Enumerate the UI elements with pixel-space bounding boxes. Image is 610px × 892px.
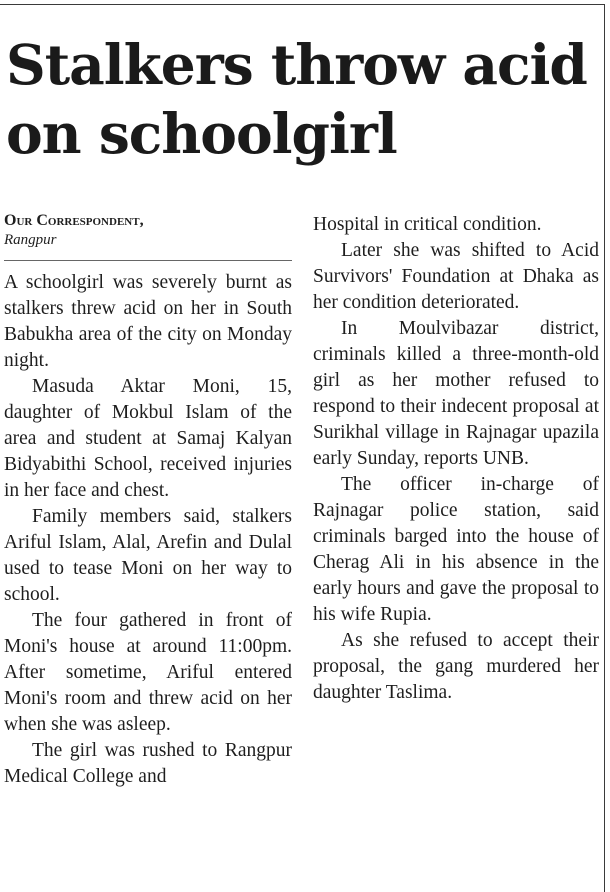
- byline: Our Correspondent,: [4, 212, 144, 229]
- paragraph: The girl was rushed to Rangpur Medical College and: [4, 740, 292, 787]
- top-border-rule: [0, 4, 604, 5]
- paragraph: Later she was shifted to Acid Survivors' Foundation at Dhaka as her condition deteriorated.: [313, 240, 599, 313]
- article-headline: Stalkers throw acid on schoolgirl: [6, 32, 587, 166]
- paragraph-continued: Hospital in critical condition.: [313, 214, 542, 235]
- paragraph: The officer in-charge of Rajnagar police station, said criminals barged into the house of Cherag Ali in his absence in the early hours and gave the proposal to his wife Rupia.: [313, 474, 599, 625]
- paragraph: Family members said, stalkers Ariful Islam, Alal, Arefin and Dulal used to tease Moni on her way to school.: [4, 506, 292, 605]
- paragraph: A schoolgirl was severely burnt as stalkers threw acid on her in South Babukha area of the city on Monday night.: [4, 272, 292, 371]
- article-column-right: [313, 212, 599, 706]
- paragraph: As she refused to accept their proposal, the gang murdered her daughter Taslima.: [313, 630, 599, 703]
- paragraph: In Moulvibazar district, criminals killed a three-month-old girl as her mother refused to respond to their indecent proposal at Surikhal village in Rajnagar upazila early Sunday, reports UNB.: [313, 318, 599, 469]
- dateline: Rangpur: [4, 232, 57, 248]
- paragraph: The four gathered in front of Moni's house at around 11:00pm. After sometime, Ariful entered Moni's room and threw acid on her when she was asleep.: [4, 610, 292, 735]
- paragraph: Masuda Aktar Moni, 15, daughter of Mokbul Islam of the area and student at Samaj Kalyan Bidyabithi School, received injuries in her face and chest.: [4, 376, 292, 501]
- article-column-left: [4, 212, 292, 790]
- byline-divider: [4, 260, 292, 261]
- right-border-rule: [604, 4, 605, 892]
